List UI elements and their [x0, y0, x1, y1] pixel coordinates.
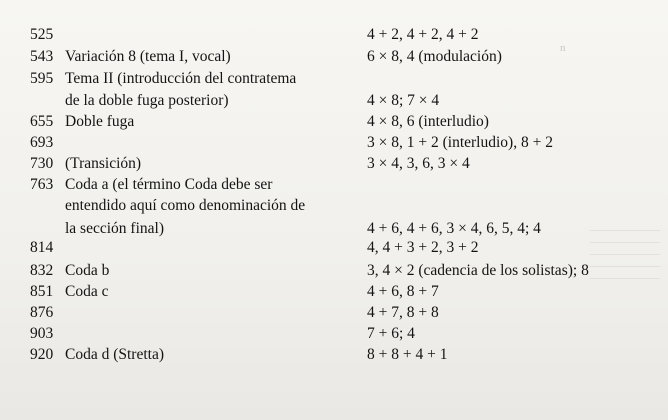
measure-number: 730 [30, 155, 54, 172]
phrase-structure: 8 + 8 + 4 + 1 [367, 346, 448, 363]
phrase-structure: 3, 4 × 2 (cadencia de los solistas); 8 [367, 262, 589, 279]
phrase-structure: 7 + 6; 4 [367, 325, 415, 342]
section-description: Coda c [65, 283, 109, 300]
table-row [0, 176, 668, 194]
measure-number: 832 [30, 262, 54, 279]
phrase-structure: 4 + 2, 4 + 2, 4 + 2 [367, 26, 479, 43]
phrase-structure: 4 + 6, 4 + 6, 3 × 4, 6, 5, 4; 4 [367, 220, 541, 237]
measure-number: 525 [30, 26, 54, 43]
section-description: Coda d (Stretta) [65, 346, 165, 363]
table-row [0, 262, 668, 280]
table-row [0, 304, 668, 322]
measure-number: 763 [30, 176, 54, 193]
section-description: Doble fuga [65, 113, 135, 130]
section-description: (Transición) [65, 155, 142, 172]
section-description: Coda b [65, 262, 110, 279]
table-row [0, 346, 668, 364]
measure-number: 903 [30, 325, 54, 342]
table-row [0, 325, 668, 343]
table-row [0, 155, 668, 173]
section-description: Variación 8 (tema I, vocal) [65, 48, 231, 65]
table-row [0, 197, 668, 215]
show-through-text: n [560, 42, 566, 54]
table-row [0, 113, 668, 131]
section-description: Coda a (el término Coda debe ser [65, 176, 273, 193]
measure-number: 693 [30, 134, 54, 151]
phrase-structure: 6 × 8, 4 (modulación) [367, 48, 502, 65]
phrase-structure: 4 + 7, 8 + 8 [367, 304, 439, 321]
table-row [0, 220, 668, 238]
phrase-structure: 3 × 4, 3, 6, 3 × 4 [367, 155, 470, 172]
section-description: de la doble fuga posterior) [65, 92, 229, 109]
table-row [0, 134, 668, 152]
table-row [0, 26, 668, 44]
measure-number: 655 [30, 113, 54, 130]
measure-number: 543 [30, 48, 54, 65]
table-row [0, 70, 668, 88]
phrase-structure: 4 + 6, 8 + 7 [367, 283, 439, 300]
measure-number: 920 [30, 346, 54, 363]
section-description: la sección final) [65, 220, 164, 237]
section-description: entendido aquí como denominación de [65, 197, 306, 214]
table-row [0, 48, 668, 66]
measure-number: 876 [30, 304, 54, 321]
table-row [0, 283, 668, 301]
measure-number: 595 [30, 70, 54, 87]
measure-number: 814 [30, 239, 54, 256]
phrase-structure: 4 × 8; 7 × 4 [367, 92, 440, 109]
phrase-structure: 4, 4 + 3 + 2, 3 + 2 [367, 239, 479, 256]
phrase-structure: 3 × 8, 1 + 2 (interludio), 8 + 2 [367, 134, 553, 151]
phrase-structure: 4 × 8, 6 (interludio) [367, 113, 489, 130]
section-description: Tema II (introducción del contratema [65, 70, 297, 87]
table-row [0, 92, 668, 110]
table-row [0, 239, 668, 257]
measure-number: 851 [30, 283, 54, 300]
